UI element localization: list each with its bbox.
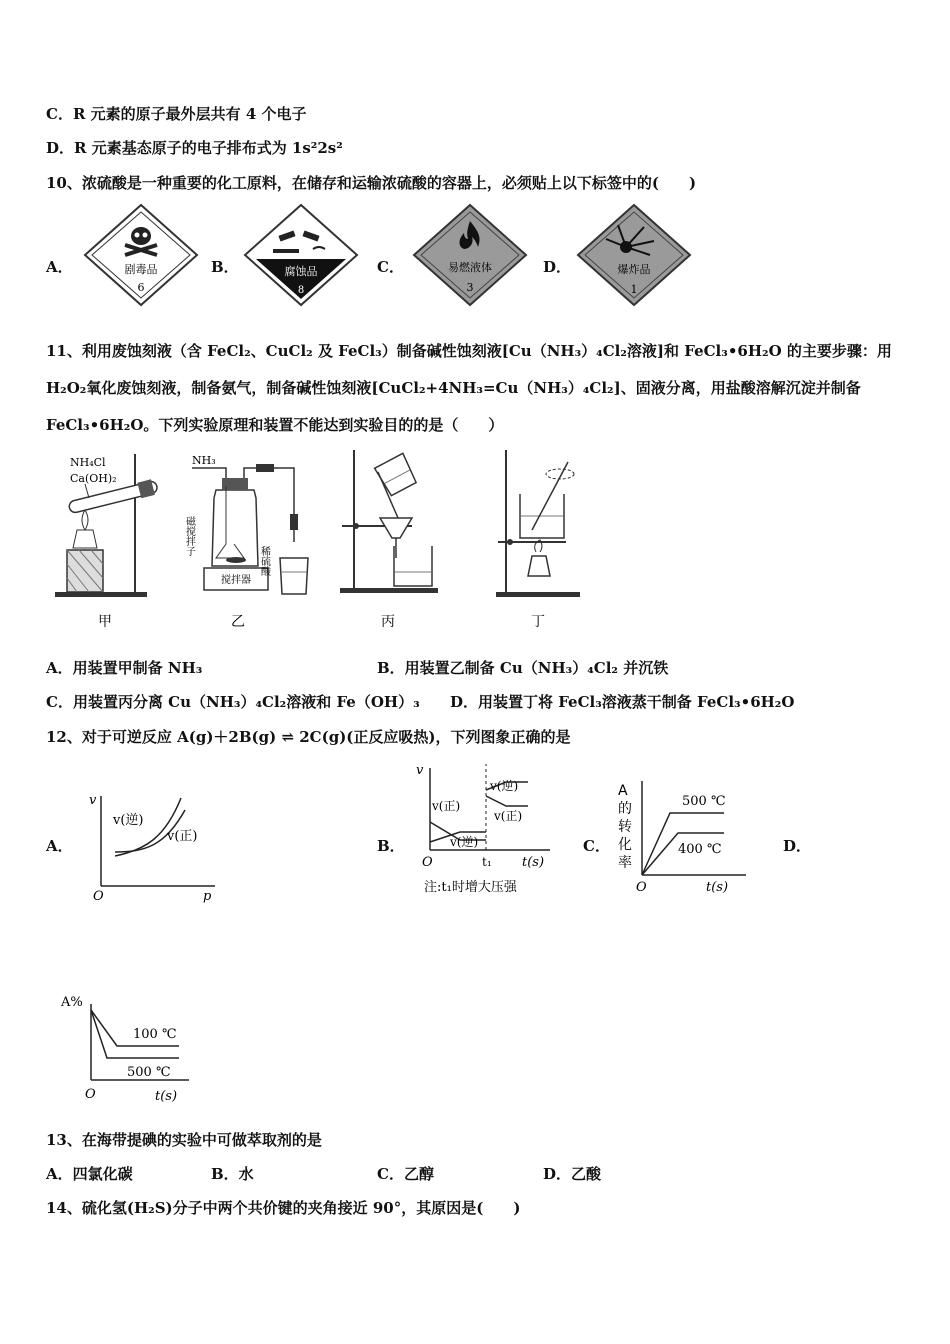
flammable-label-text: 易燃液体 — [448, 261, 492, 274]
toxic-label-diamond — [83, 203, 199, 307]
q10-option-a-letter: A． — [46, 258, 73, 276]
corrosive-label-diamond — [243, 203, 359, 307]
graph-d-o: O — [85, 1087, 96, 1102]
jia-caption: 甲 — [98, 614, 112, 630]
explosive-label-text: 爆炸品 — [617, 263, 651, 276]
toxic-label-text: 剧毒品 — [124, 263, 158, 276]
q12-option-c-letter: C． — [583, 837, 610, 855]
graph-b-t1: t₁ — [482, 855, 492, 869]
explosive-label-diamond — [576, 203, 692, 307]
graph-b-rev1: v(逆) — [450, 835, 479, 849]
q10-option-d-letter: D． — [543, 258, 572, 276]
graph-a-fwd-label: v(正) — [167, 829, 198, 844]
graph-b-note: 注:t₁时增大压强 — [424, 880, 517, 895]
apparatus-jia — [55, 446, 170, 631]
corrosive-label-num: 8 — [297, 285, 305, 296]
yi-stirrer-base: 搅拌器 — [221, 575, 251, 586]
jia-label-nh4cl: NH₄Cl — [70, 456, 106, 469]
yi-label-nh3: NH₃ — [192, 454, 216, 467]
apparatus-ding — [490, 446, 585, 631]
q13-stem: 13、在海带提碘的实验中可做萃取剂的是 — [46, 1131, 322, 1149]
graph-b-fwd1: v(正) — [432, 799, 461, 813]
graph-c-o: O — [636, 880, 647, 895]
graph-b — [410, 760, 570, 905]
yi-label-acid: 稀硫酸 — [258, 546, 270, 576]
flammable-label-num: 3 — [466, 281, 474, 294]
q9-option-d: D．R 元素基态原子的电子排布式为 1s²2s² — [46, 139, 343, 157]
q11-option-c: C．用装置丙分离 Cu（NH₃）₄Cl₂溶液和 Fe（OH）₃ — [46, 693, 420, 711]
q11-stem-line1: 11、利用废蚀刻液（含 FeCl₂、CuCl₂ 及 FeCl₃）制备碱性蚀刻液[Cu（NH₃）₄Cl₂溶液]和 FeCl₃•6H₂O 的主要步骤：用 — [46, 342, 892, 360]
explosive-label-num: 1 — [630, 283, 638, 296]
yi-label-stirbar: 磁搅拌子 — [183, 516, 195, 556]
q10-option-b-letter: B． — [211, 258, 239, 276]
q13-option-a: A．四氯化碳 — [46, 1165, 133, 1183]
graph-b-o: O — [422, 855, 433, 870]
graph-a-rev-label: v(逆) — [113, 813, 144, 828]
toxic-label-num: 6 — [137, 281, 145, 294]
graph-c-ylabel-4: 化 — [618, 837, 632, 853]
apparatus-bing — [338, 446, 443, 631]
q12-stem: 12、对于可逆反应 A(g)＋2B(g) ⇌ 2C(g)(正反应吸热)，下列图象正确的是 — [46, 728, 571, 746]
q10-option-c-letter: C． — [377, 258, 404, 276]
graph-c-ylabel-3: 转 — [618, 819, 632, 835]
graph-a-o: O — [93, 889, 104, 904]
q11-option-a: A．用装置甲制备 NH₃ — [46, 659, 203, 677]
graph-b-t: t(s) — [522, 855, 545, 870]
graph-a-v: v — [89, 793, 97, 808]
graph-c-ylabel-1: A — [618, 783, 628, 799]
q9-option-c: C．R 元素的原子最外层共有 4 个电子 — [46, 105, 307, 123]
q12-option-b-letter: B． — [377, 837, 405, 855]
q11-option-d: D．用装置丁将 FeCl₃溶液蒸干制备 FeCl₃•6H₂O — [450, 693, 795, 711]
graph-a-p: p — [203, 889, 212, 904]
graph-c-ylabel-5: 率 — [618, 855, 632, 871]
graph-c-ylabel-2: 的 — [618, 801, 632, 817]
graph-c-low: 400 ℃ — [678, 842, 722, 857]
graph-d — [55, 990, 195, 1110]
jia-label-caoh2: Ca(OH)₂ — [70, 472, 117, 485]
graph-c — [612, 775, 752, 900]
q13-option-b: B．水 — [211, 1165, 254, 1183]
graph-c-t: t(s) — [706, 880, 729, 895]
graph-b-fwd2: v(正) — [494, 809, 523, 823]
q11-stem-line2: H₂O₂氧化废蚀刻液，制备氨气，制备碱性蚀刻液[CuCl₂+4NH₃=Cu（NH₃）₄Cl₂]、固液分离，用盐酸溶解沉淀并制备 — [46, 379, 861, 397]
corrosive-label-text: 腐蚀品 — [284, 265, 318, 278]
q10-stem: 10、浓硫酸是一种重要的化工原料，在储存和运输浓硫酸的容器上，必须贴上以下标签中的( ) — [46, 174, 697, 192]
apparatus-yi — [183, 446, 316, 631]
graph-d-lower: 500 ℃ — [127, 1065, 171, 1080]
graph-d-y: A% — [61, 995, 83, 1010]
ding-caption: 丁 — [531, 614, 545, 630]
q11-option-b: B．用装置乙制备 Cu（NH₃）₄Cl₂ 并沉铁 — [377, 659, 669, 677]
q12-option-d-letter: D． — [783, 837, 812, 855]
graph-b-rev2: v(逆) — [490, 779, 519, 793]
graph-d-t: t(s) — [155, 1089, 178, 1104]
bing-caption: 丙 — [381, 614, 395, 630]
yi-caption: 乙 — [231, 614, 245, 630]
graph-b-v: v — [416, 763, 424, 778]
burner-flame-icon — [82, 510, 88, 530]
graph-a — [85, 790, 225, 905]
q11-stem-line3: FeCl₃•6H₂O。下列实验原理和装置不能达到实验目的的是（ ） — [46, 416, 504, 434]
q12-option-a-letter: A． — [46, 837, 73, 855]
flammable-label-diamond — [412, 203, 528, 307]
q13-option-c: C．乙醇 — [377, 1165, 434, 1183]
graph-c-high: 500 ℃ — [682, 794, 726, 809]
graph-d-upper: 100 ℃ — [133, 1027, 177, 1042]
q13-option-d: D．乙酸 — [543, 1165, 602, 1183]
q14-stem: 14、硫化氢(H₂S)分子中两个共价键的夹角接近 90°，其原因是( ) — [46, 1199, 521, 1217]
